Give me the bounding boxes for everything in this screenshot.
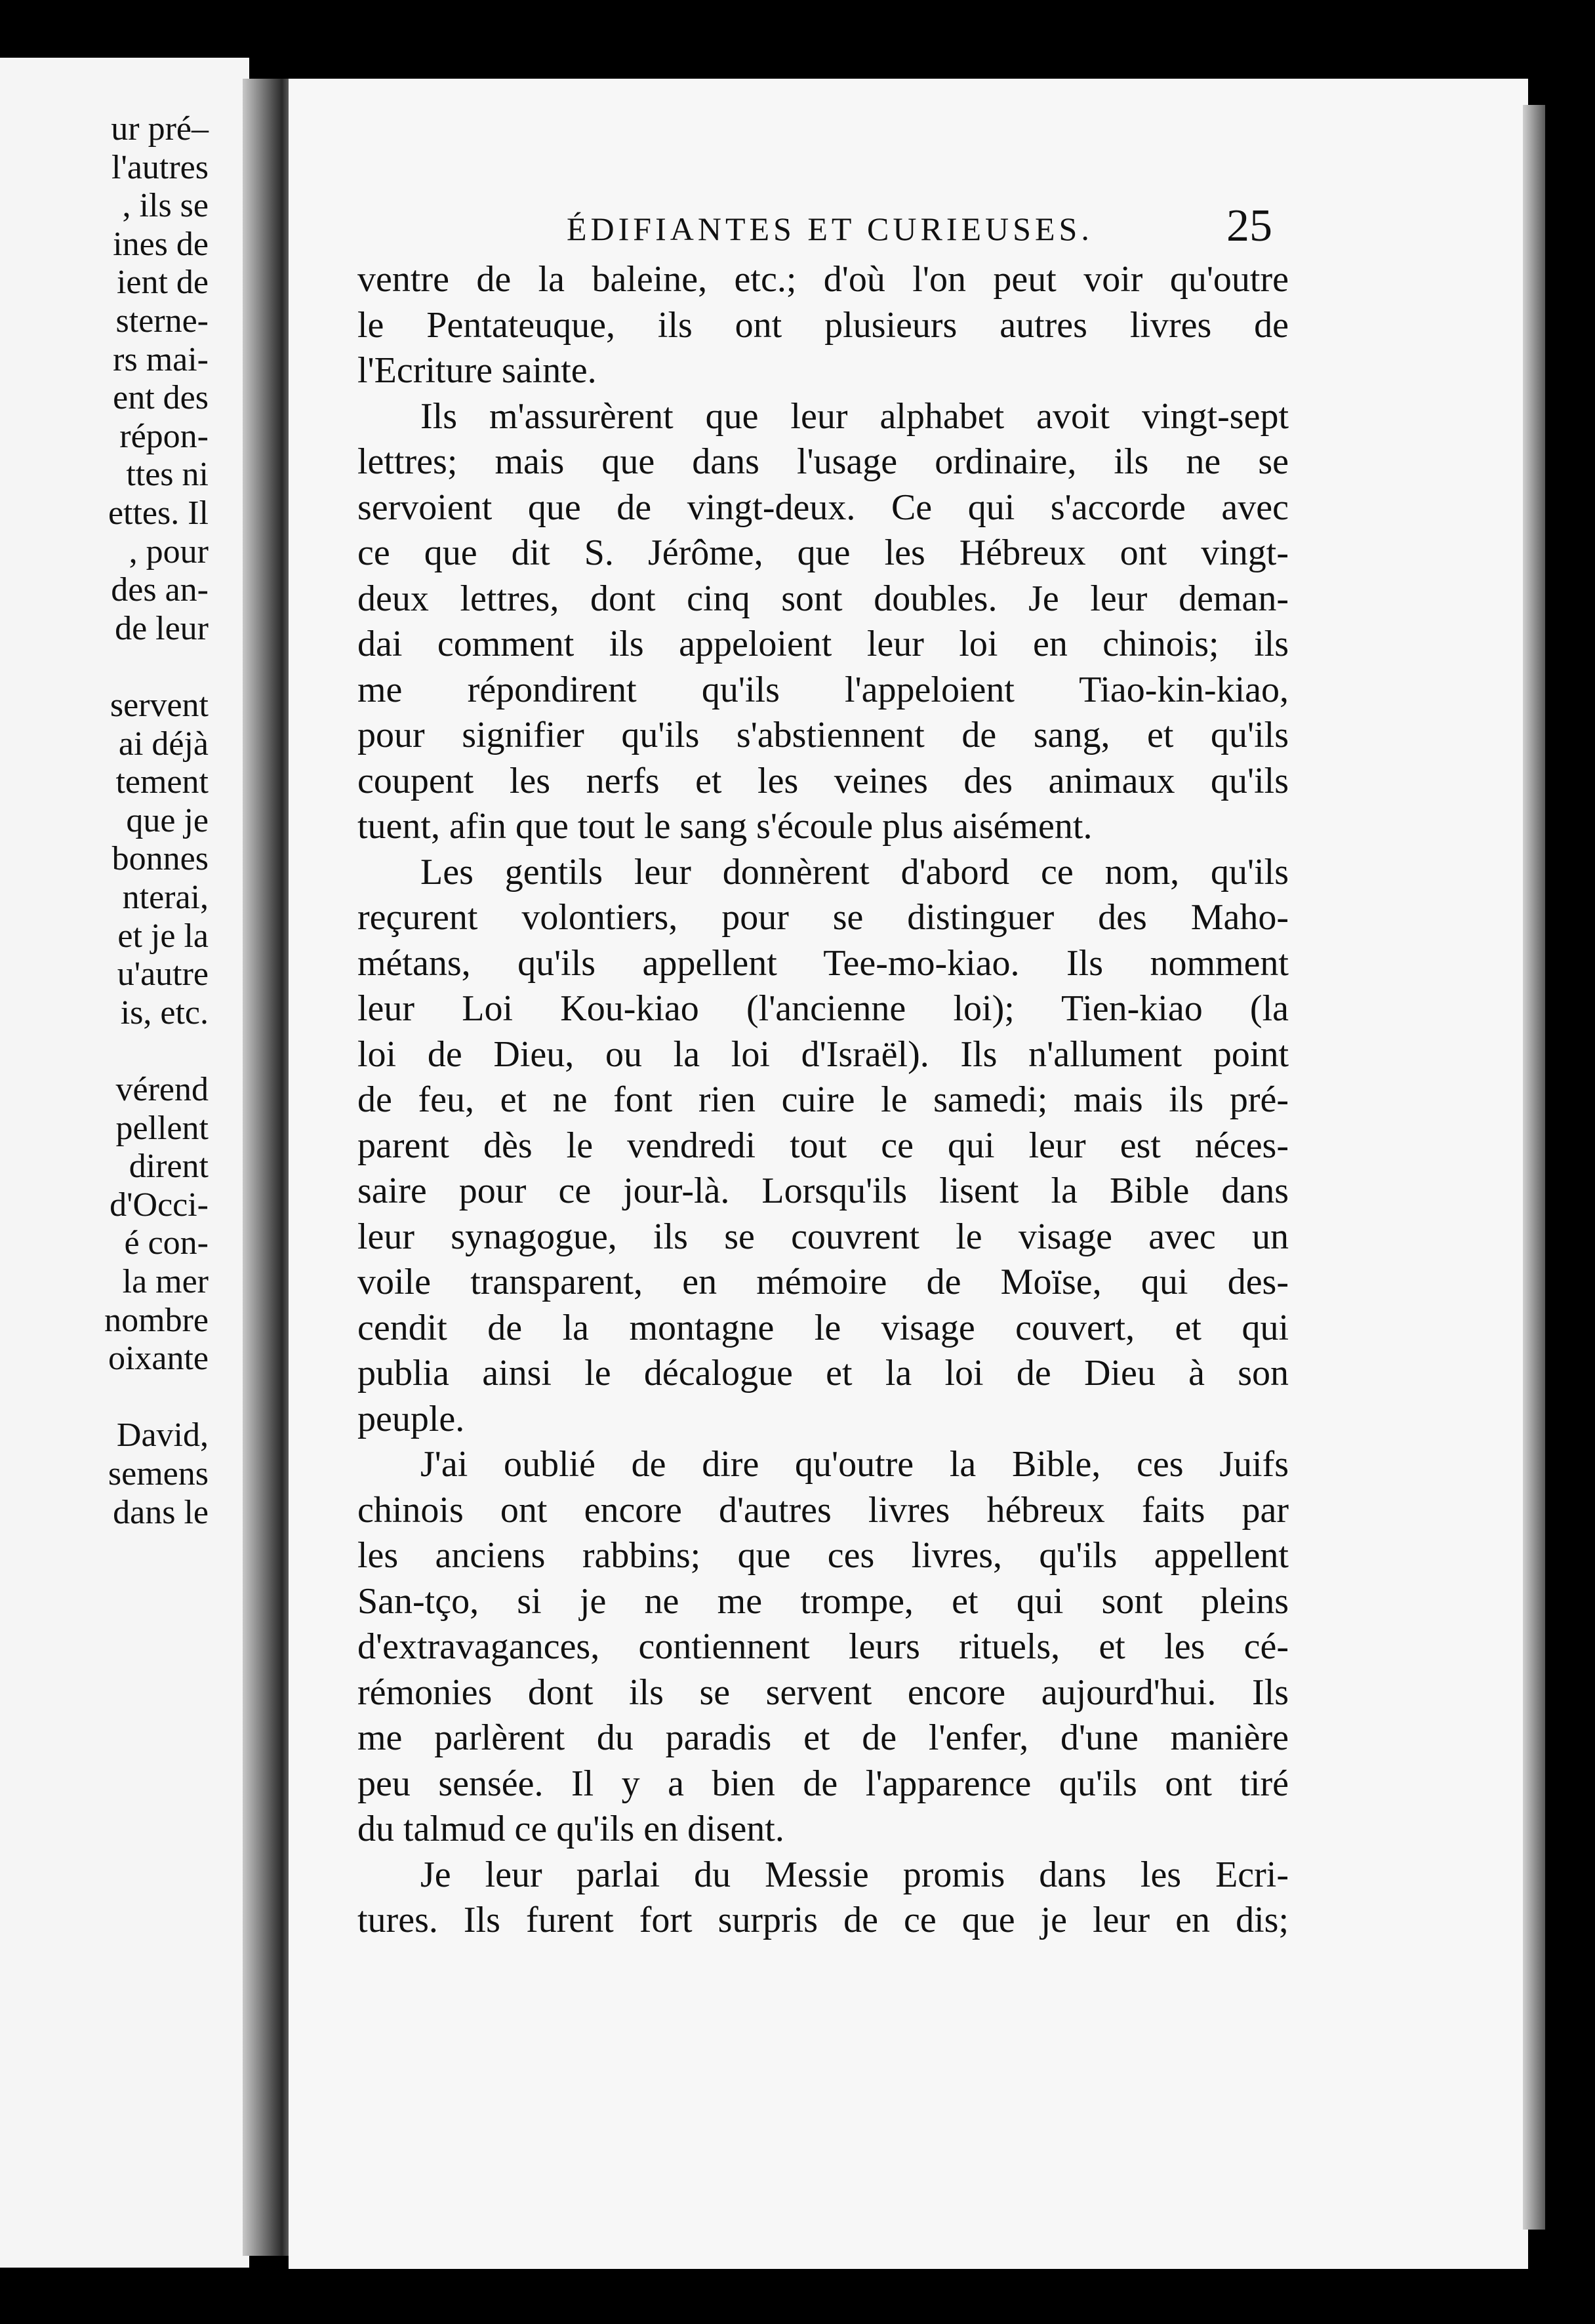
text-line: San-tço, si je ne me trompe, et qui sont pleins bbox=[357, 1580, 1289, 1622]
text-line: peu sensée. Il y a bien de l'apparence qu'ils ont tiré bbox=[357, 1763, 1289, 1804]
text-line: lettres; mais que dans l'usage ordinaire, ils ne se bbox=[357, 441, 1289, 482]
text-line: Les gentils leur donnèrent d'abord ce nom, qu'ils bbox=[420, 851, 1289, 892]
left-page-line: vérend bbox=[115, 1071, 209, 1108]
left-page-line: servent bbox=[110, 687, 209, 724]
left-page-line: sterne- bbox=[115, 302, 209, 340]
left-page-line: ines de bbox=[113, 225, 209, 263]
left-page-line: rs mai- bbox=[113, 340, 209, 378]
text-line: pour signifier qu'ils s'abstiennent de sang, et qu'ils bbox=[357, 715, 1289, 755]
left-page-line: ai déjà bbox=[118, 725, 209, 763]
left-page-line: l'autres bbox=[111, 148, 209, 186]
text-line: ce que dit S. Jérôme, que les Hébreux ont vingt- bbox=[357, 532, 1289, 573]
text-line: l'Ecriture sainte. bbox=[357, 350, 597, 391]
left-page-line: David, bbox=[116, 1416, 209, 1454]
left-page-line: ttes ni bbox=[126, 456, 209, 494]
text-line: me parlèrent du paradis et de l'enfer, d'une manière bbox=[357, 1717, 1289, 1758]
text-line: leur synagogue, ils se couvrent le visage avec un bbox=[357, 1216, 1289, 1257]
left-page-line: dans le bbox=[113, 1493, 209, 1531]
text-line: reçurent volontiers, pour se distinguer des Maho- bbox=[357, 897, 1289, 938]
text-line: publia ainsi le décalogue et la loi de Dieu à son bbox=[357, 1353, 1289, 1393]
text-line: le Pentateuque, ils ont plusieurs autres livres de bbox=[357, 304, 1289, 346]
left-page-line: des an- bbox=[111, 571, 209, 609]
text-line: les anciens rabbins; que ces livres, qu'ils appellent bbox=[357, 1535, 1289, 1576]
left-page-line: is, etc. bbox=[120, 993, 209, 1032]
text-line: ventre de la baleine, etc.; d'où l'on peut voir qu'outre bbox=[357, 259, 1289, 300]
left-page-line: , ils se bbox=[122, 187, 209, 225]
text-line: peuple. bbox=[357, 1398, 465, 1439]
left-page-line: d'Occi- bbox=[110, 1186, 209, 1224]
left-page-line: ettes. Il bbox=[108, 494, 209, 532]
body-text bbox=[357, 257, 1289, 1944]
left-page-fragment bbox=[0, 58, 249, 2268]
running-title: ÉDIFIANTES ET CURIEUSES. bbox=[567, 210, 1093, 247]
left-page-line: dirent bbox=[129, 1148, 209, 1186]
left-page-line: u'autre bbox=[117, 955, 209, 993]
page-number: 25 bbox=[1226, 201, 1272, 251]
text-line: servoient que de vingt-deux. Ce qui s'accorde avec bbox=[357, 487, 1289, 528]
text-line: J'ai oublié de dire qu'outre la Bible, ces Juifs bbox=[420, 1444, 1289, 1485]
left-page-line: ient de bbox=[116, 264, 209, 302]
left-page-line: nombre bbox=[104, 1301, 209, 1339]
left-page-line: oixante bbox=[108, 1340, 209, 1378]
text-line: tuent, afin que tout le sang s'écoule plus aisément. bbox=[357, 806, 1093, 847]
text-line: deux lettres, dont cinq sont doubles. Je leur deman- bbox=[357, 578, 1289, 619]
text-line: voile transparent, en mémoire de Moïse, qui des- bbox=[357, 1262, 1289, 1302]
text-line: chinois ont encore d'autres livres hébreux faits par bbox=[357, 1489, 1289, 1531]
left-page-line: et je la bbox=[117, 917, 209, 955]
text-line: métans, qu'ils appellent Tee-mo-kiao. Ils nomment bbox=[357, 942, 1289, 984]
text-line: rémonies dont ils se servent encore aujourd'hui. Ils bbox=[357, 1672, 1289, 1713]
text-line: parent dès le vendredi tout ce qui leur est néces- bbox=[357, 1125, 1289, 1166]
left-page-line: la mer bbox=[122, 1263, 209, 1300]
text-line: me répondirent qu'ils l'appeloient Tiao-kin-kiao, bbox=[357, 669, 1289, 710]
left-page-line: que je bbox=[126, 801, 209, 839]
text-line: leur Loi Kou-kiao (l'ancienne loi); Tien-kiao (la bbox=[357, 988, 1289, 1029]
page-edge-shadow bbox=[1523, 105, 1545, 2230]
left-page-line: ent des bbox=[113, 379, 209, 417]
text-line: du talmud ce qu'ils en disent. bbox=[357, 1809, 784, 1849]
left-page-line: ur pré– bbox=[111, 110, 209, 148]
text-line: de feu, et ne font rien cuire le samedi; mais ils pré- bbox=[357, 1079, 1289, 1120]
text-line: loi de Dieu, ou la loi d'Israël). Ils n'allument point bbox=[357, 1033, 1289, 1075]
text-line: cendit de la montagne le visage couvert, et qui bbox=[357, 1307, 1289, 1348]
text-line: d'extravagances, contiennent leurs rituels, et les cé- bbox=[357, 1626, 1289, 1667]
left-page-line: tement bbox=[115, 763, 209, 801]
text-line: tures. Ils furent fort surpris de ce que je leur en dis; bbox=[357, 1900, 1289, 1940]
book-gutter bbox=[243, 79, 295, 2256]
left-page-line: é con- bbox=[124, 1224, 209, 1262]
left-page-line: bonnes bbox=[111, 840, 209, 878]
left-page-line: nterai, bbox=[122, 879, 209, 916]
text-line: Ils m'assurèrent que leur alphabet avoit vingt-sept bbox=[420, 395, 1289, 437]
left-page-line: de leur bbox=[115, 609, 209, 647]
text-line: coupent les nerfs et les veines des animaux qu'ils bbox=[357, 760, 1289, 801]
text-line: saire pour ce jour-là. Lorsqu'ils lisent la Bible dans bbox=[357, 1171, 1289, 1211]
left-page-line: , pour bbox=[129, 532, 209, 571]
left-page-line: pellent bbox=[115, 1109, 209, 1147]
left-page-line: répon- bbox=[119, 417, 209, 455]
text-line: Je leur parlai du Messie promis dans les Ecri- bbox=[420, 1854, 1289, 1895]
text-line: dai comment ils appeloient leur loi en chinois; ils bbox=[357, 624, 1289, 664]
left-page-line: semens bbox=[108, 1455, 209, 1493]
